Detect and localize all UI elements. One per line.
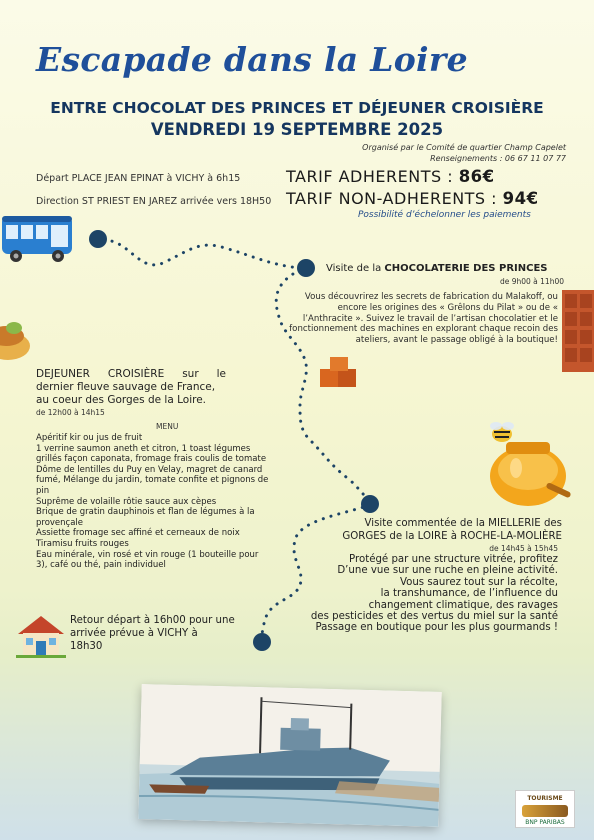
miellerie-desc-line: changement climatique, des ravages — [368, 599, 558, 611]
honey-jar-icon — [476, 418, 576, 510]
installments-note: Possibilité d’échelonner les paiements — [358, 210, 531, 220]
waypoint-miellerie-dot — [361, 495, 379, 513]
menu-item: Suprême de volaille rôtie sauce aux cèpes — [36, 496, 217, 507]
subtitle-line-1: ENTRE CHOCOLAT DES PRINCES ET DÉJEUNER CROISIÈRE — [50, 99, 544, 117]
organizer-line: Organisé par le Comité de quartier Champ Capelet — [362, 143, 566, 152]
menu-item: Assiette fromage sec affiné et cerneaux de noix — [36, 528, 240, 539]
chocolaterie-name: CHOCOLATERIE DES PRINCES — [384, 263, 548, 274]
menu-item: Apéritif kir ou jus de fruit — [36, 433, 143, 443]
miellerie-desc-line: Protégé par une structure vitrée, profitez — [349, 554, 558, 565]
miellerie-title-line-1: Visite commentée de la MIELLERIE des — [364, 518, 562, 529]
chocolate-pieces-icon — [318, 355, 362, 391]
bus-icon — [0, 212, 76, 264]
tarif-non-adherents-price: 94€ — [502, 189, 539, 208]
chocolaterie-time: de 9h00 à 11h00 — [499, 277, 564, 286]
boat-watercolor-image — [138, 684, 441, 827]
waypoint-return-dot — [253, 633, 271, 651]
event-date: VENDREDI 19 SEPTEMBRE 2025 — [150, 120, 444, 139]
menu-list — [36, 433, 272, 571]
miellerie-desc-line: la transhumance, de l’influence du — [380, 588, 558, 600]
menu-item: Eau minérale, vin rosé et vin rouge (1 bouteille pour 3), café ou thé, pain individuel — [36, 549, 259, 571]
departure-line-1: Départ PLACE JEAN EPINAT à VICHY à 6h15 — [36, 173, 241, 184]
return-line-3: 18h30 — [70, 640, 103, 652]
chocolate-bar-icon — [560, 288, 594, 374]
return-info — [70, 615, 235, 653]
logo-art — [522, 805, 568, 817]
lunch-title-line-1: DEJEUNER CROISIÈRE sur le — [36, 368, 226, 380]
miellerie-desc-line: des pesticides et des vertus du miel sur la santé — [310, 611, 558, 623]
miellerie-description — [278, 554, 558, 634]
miellerie-title-line-2: GORGES de la LOIRE à ROCHE-LA-MOLIÈRE — [342, 530, 562, 542]
miellerie-desc-line: D’une vue sur une ruche en pleine activité. — [337, 565, 558, 577]
tarif-non-adherents-label: TARIF NON-ADHERENTS : — [286, 189, 503, 208]
waypoint-start-dot — [89, 230, 107, 248]
contact-line: Renseignements : 06 67 11 07 77 — [430, 154, 566, 163]
lunch-title-line-2: dernier fleuve sauvage de France, — [36, 381, 216, 393]
house-icon — [16, 614, 66, 658]
sponsor-logo — [515, 790, 575, 828]
miellerie-desc-line: Passage en boutique pour les plus gourmands ! — [315, 622, 558, 634]
chocolaterie-prefix: Visite de la — [326, 263, 385, 274]
lunch-title-line-3: au coeur des Gorges de la Loire. — [36, 394, 206, 406]
menu-item: Brique de gratin dauphinois et flan de légumes à la provençale — [36, 507, 255, 528]
page-title: Escapade dans la Loire — [36, 40, 468, 79]
waypoint-chocolaterie-dot — [297, 259, 315, 277]
lunch-heading — [36, 368, 226, 407]
menu-item: 1 verrine saumon aneth et citron, 1 toast légumes grillés façon caponata, fromage frais coulis de tomate — [36, 443, 267, 465]
logo-line-1: TOURISME — [527, 795, 563, 802]
logo-line-2: BNP PARIBAS — [525, 819, 565, 826]
chocolaterie-heading — [326, 263, 547, 274]
departure-line-2: Direction ST PRIEST EN JAREZ arrivée vers 18H50 — [36, 196, 272, 207]
boat-painting — [138, 684, 441, 827]
return-line-2: arrivée prévue à VICHY à — [70, 627, 198, 639]
menu-item: Dôme de lentilles du Puy en Velay, magret de canard fumé, Mélange du jardin, tomate confite et pignons de pin — [36, 464, 269, 496]
miellerie-time: de 14h45 à 15h45 — [489, 544, 558, 553]
menu-item: Tiramisu fruits rouges — [36, 538, 129, 549]
food-bowl-icon — [0, 312, 32, 364]
tarif-adherents-label: TARIF ADHERENTS : — [286, 167, 459, 186]
tarif-adherents-price: 86€ — [458, 167, 495, 186]
chocolaterie-description: Vous découvrirez les secrets de fabrication du Malakoff, ou encore les origines des « Grêlons du Pilat » ou de « l’Anthracite ». Suivez le travail de l’artisan chocolatier et le fonctionnement des machines en explorant chaque recoin des ateliers, avant le passage obligé à la boutique! — [289, 292, 558, 346]
lunch-time: de 12h00 à 14h15 — [36, 408, 105, 417]
miellerie-heading — [312, 518, 562, 543]
return-line-1: Retour départ à 16h00 pour une — [70, 615, 235, 626]
menu-label: MENU — [156, 422, 179, 431]
miellerie-desc-line: Vous saurez tout sur la récolte, — [399, 576, 558, 588]
